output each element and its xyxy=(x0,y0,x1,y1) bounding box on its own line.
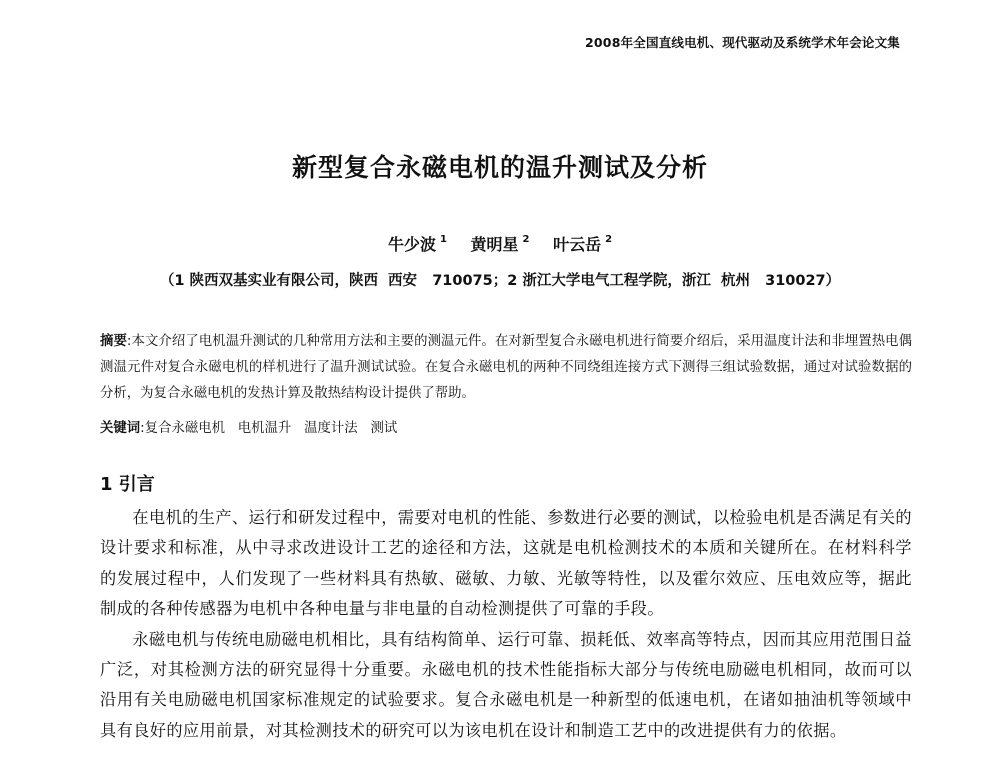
abstract xyxy=(100,329,912,407)
author-name: 黄明星 xyxy=(470,235,519,254)
keywords xyxy=(100,416,912,442)
section-heading: 1 引言 xyxy=(100,474,155,495)
abstract-text: :本文介绍了电机温升测试的几种常用方法和主要的测温元件。在对新型复合永磁电机进行简要介绍后，采用温度计法和非埋置热电偶测温元件对复合永磁电机的样机进行了温升测试试验。在复合永磁电机的两种不同绕组连接方式下测得三组试验数据，通过对试验数据的分析，为复合永磁电机的发热计算及散热结构设计提供了帮助。 xyxy=(100,334,912,401)
paper-title: 新型复合永磁电机的温升测试及分析 xyxy=(291,153,708,182)
body-paragraph: 永磁电机与传统电励磁电机相比，具有结构简单、运行可靠、损耗低、效率高等特点，因而其应用范围日益广泛，对其检测方法的研究显得十分重要。永磁电机的技术性能指标大部分与传统电励磁电机相同，故而可以沿用有关电励磁电机国家标准规定的试验要求。复合永磁电机是一种新型的低速电机，在诸如抽油机等领域中具有良好的应用前景，对其检测技术的研究可以为该电机在设计和制造工艺中的改进提供有力的依据。 xyxy=(100,629,912,740)
author-name: 牛少波 xyxy=(387,235,436,254)
section-body xyxy=(100,503,912,746)
author xyxy=(471,232,530,255)
affiliation-mark: 2 xyxy=(605,233,613,245)
author-list xyxy=(0,232,1000,255)
abstract-label: 摘要 xyxy=(100,334,127,349)
keywords-label: 关键词 xyxy=(100,421,141,436)
running-header: 2008年全国直线电机、现代驱动及系统学术年会论文集 xyxy=(585,35,900,50)
body-paragraph: 在电机的生产、运行和研发过程中，需要对电机的性能、参数进行必要的测试，以检验电机是否满足有关的设计要求和标准，从中寻求改进设计工艺的途径和方法，这就是电机检测技术的本质和关键所在。在材料科学的发展过程中，人们发现了一些材料具有热敏、磁敏、力敏、光敏等特性，以及霍尔效应、压电效应等，据此制成的各种传感器为电机中各种电量与非电量的自动检测提供了可靠的手段。 xyxy=(100,508,912,619)
author-name: 叶云岳 xyxy=(553,235,602,254)
affiliation-mark: 1 xyxy=(439,233,447,245)
affiliation: （1 陕西双基实业有限公司，陕西 西安 710075；2 浙江大学电气工程学院，浙江 杭州 310027） xyxy=(159,273,841,289)
keywords-text: :复合永磁电机 电机温升 温度计法 测试 xyxy=(140,421,398,436)
author xyxy=(553,232,612,255)
author xyxy=(388,232,447,255)
affiliation-mark: 2 xyxy=(522,233,530,245)
